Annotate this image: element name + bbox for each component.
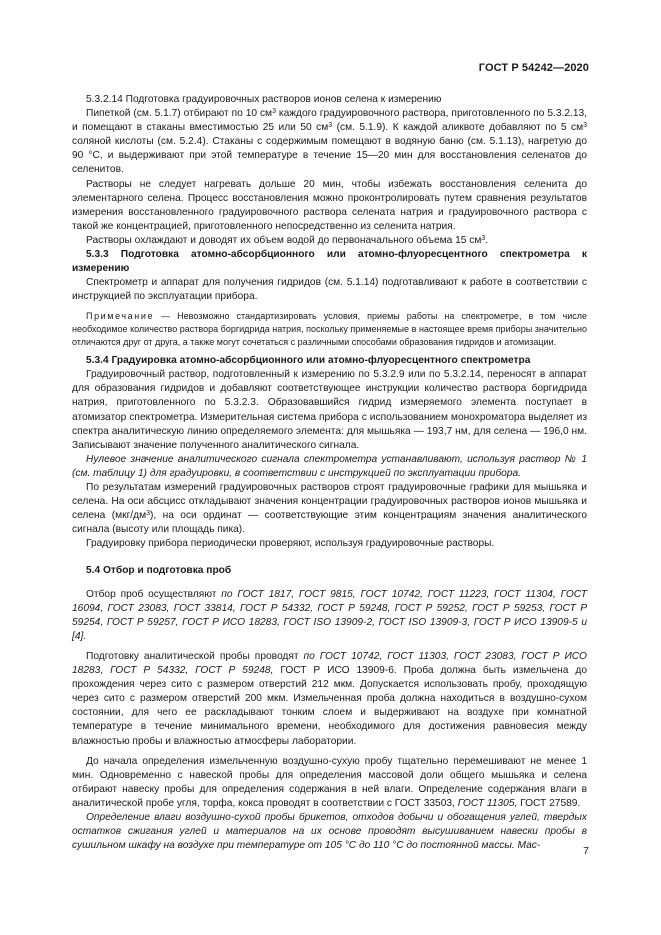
paragraph: Пипеткой (см. 5.1.7) отбирают по 10 $см^3$ каждого градуировочного раствора, приготовленного по 5.3.2.13, и помещают в стаканы вместимостью 25 или 50 $см^3$ (см. 5.1.9). К каждой аликвоте добавляют по 5 $см^3$ соляной кислоты (см. 5.2.4). Стаканы с содержимым помещают в водяную баню (см. 5.1.13), нагретую до 90 °С, и выдерживают при этой температуре в течение 15—20 мин для восстановления селенатов до селенитов.	[72, 108, 588, 176]
paragraph: Спектрометр и аппарат для получения гидридов (см. 5.1.14) подготавливают к работе в соответствии с инструкцией по эксплуатации прибора.	[72, 277, 587, 303]
document-body	[72, 93, 587, 853]
paragraph: Градуировочный раствор, подготовленный к измерению по 5.3.2.9 или по 5.3.2.14, переносят в аппарат для образования гидридов и добавляют соответствующее инструкции количество раствора боргидрида натрия, приготовленного по 5.3.2.3. Образовавшийся гидрид измеряемого элемента поступает в атомизатор спектрометра. Измерительная система прибора с использованием монохроматора выделяет из спектра аналитическую линию определяемого элемента: для мышьяка — 193,7 нм, для селена — 196,0 нм. Записывают значение полученного аналитического сигнала.	[72, 369, 587, 451]
section-5-3-4-heading: 5.3.4 Градуировка атомно-абсорбционного или атомно-флуоресцентного спектрометра	[86, 355, 531, 367]
clause-5-3-2-14-title: 5.3.2.14 Подготовка градуировочных растворов ионов селена к измерению	[86, 94, 442, 105]
paragraph-italic: Определение влаги воздушно-сухой пробы брикетов, отходов добычи и обогащения углей, твердых остатков сжигания углей и материалов на их основе проводят высушиванием навески пробы в сушильном шкафу на воздухе при температуре от 105 °С до 110 °С до постоянной массы. Мас-	[72, 812, 587, 852]
note-label: Примечание	[86, 311, 155, 322]
paragraph: Подготовку аналитической пробы проводят по ГОСТ 10742, ГОСТ 11303, ГОСТ 23083, ГОСТ Р ИСО 18283, ГОСТ Р 54332, ГОСТ Р 59248, ГОСТ Р ИСО 13909-6. Проба должна быть измельчена до прохождения через сито с размером отверстий 212 мкм. Допускается использовать пробу, проходящую через сито с размером отверстий 200 мкм. Измельченная проба должна находиться в воздушно-сухом состоянии, для чего ее раскладывают тонким слоем и выдерживают на воздухе при комнатной температуре в течение минимального времени, необходимого для достижения равновесия между влажностью пробы и влажностью атмосферы лаборатории.	[72, 650, 587, 747]
paragraph: По результатам измерений градуировочных растворов строят градуировочные графики для мышьяка и селена. На оси абсцисс откладывают значения концентрации градуировочных растворов ионов мышьяка и селена $(мкг/дм^3)$, на оси ординат — соответствующие этим концентрациям значения аналитического сигнала (высоту или площадь пика).	[72, 482, 587, 536]
paragraph-italic: Нулевое значение аналитического сигнала спектрометра устанавливают, используя раствор № 1 (см. таблицу 1) для градуировки, в соответствии с инструкцией по эксплуатации прибора.	[72, 453, 587, 479]
paragraph: Отбор проб осуществляют по ГОСТ 1817, ГОСТ 9815, ГОСТ 10742, ГОСТ 11223, ГОСТ 11304, ГОСТ 16094, ГОСТ 23083, ГОСТ 33814, ГОСТ Р 54332, ГОСТ Р 59248, ГОСТ Р 59252, ГОСТ Р 59253, ГОСТ Р 59254, ГОСТ Р 59257, ГОСТ Р ИСО 18283, ГОСТ ISO 13909-2, ГОСТ ISO 13909-3, ГОСТ Р ИСО 13909-5 и [4].	[72, 588, 587, 642]
page-number: 7	[583, 845, 589, 857]
note: Примечание — Невозможно стандартизировать условия, приемы работы на спектрометре, в том числе необходимое количество раствора боргидрида натрия, поскольку применяемые в настоящее время приборы значительно отличаются друг от друга, а также могут сочетаться с различными способами образования гидридов и атомизации.	[72, 311, 587, 347]
document-code: ГОСТ Р 54242—2020	[478, 62, 589, 74]
paragraph: До начала определения измельченную воздушно-сухую пробу тщательно перемешивают не менее 1 мин. Одновременно с навеской пробы для определения массовой доли общего мышьяка и селена отбирают навеску пробы для определения содержания в ней влаги. Определение содержания влаги в аналитической пробе угля, торфа, кокса проводят в соответствии с ГОСТ 33503, ГОСТ 11305, ГОСТ 27589.	[72, 755, 587, 809]
section-5-4-heading: 5.4 Отбор и подготовка проб	[86, 564, 232, 576]
paragraph: Растворы не следует нагревать дольше 20 мин, чтобы избежать восстановления селенита до элементарного селена. Процесс восстановления можно проконтролировать путем сравнения результатов измерения восстановленного градуировочного раствора селената натрия и градуировочного раствора с такой же концентрацией, приготовленного непосредственно из селенита натрия.	[72, 178, 587, 232]
paragraph: Градуировку прибора периодически проверяют, используя градуировочные растворы.	[86, 538, 495, 550]
paragraph: Растворы охлаждают и доводят их объем водой до первоначального объема 15 $см^3$.	[86, 234, 489, 246]
section-5-3-3-heading: 5.3.3 Подготовка атомно-абсорбционного или атомно-флуоресцентного спектрометра к измерению	[72, 249, 587, 275]
